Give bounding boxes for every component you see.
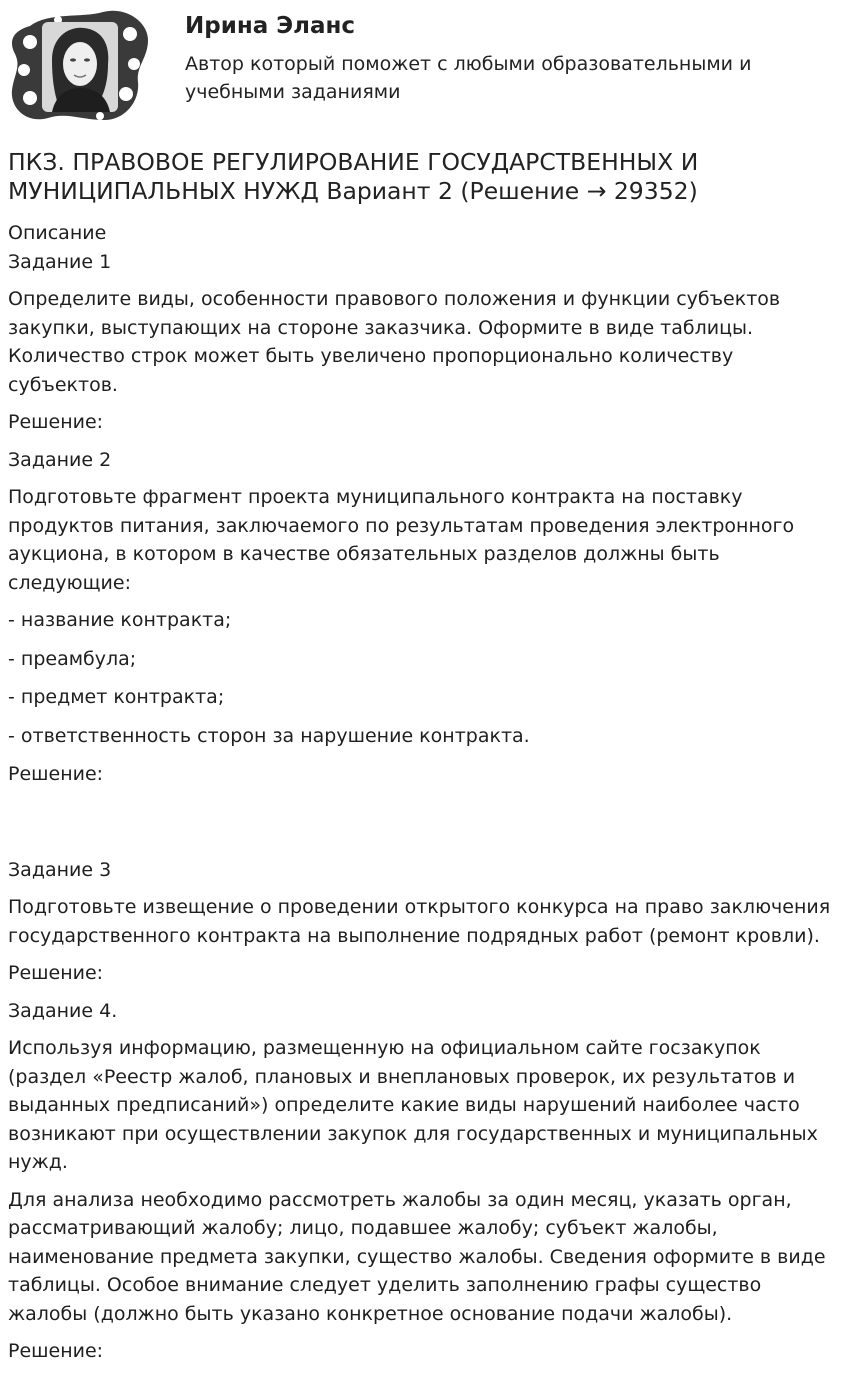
document-title: ПКЗ. ПРАВОВОЕ РЕГУЛИРОВАНИЕ ГОСУДАРСТВЕННЫХ И МУНИЦИПАЛЬНЫХ НУЖД Вариант 2 (Решение → 29352) xyxy=(8,148,699,205)
task-2-item: - ответственность сторон за нарушение контракта. xyxy=(8,724,530,747)
task-4-text-2: Для анализа необходимо рассмотреть жалобы за один месяц, указать орган, рассматривающий жалобу; лицо, подавшее жалобу; субъект жалобы, наименование предмета закупки, существо жалобы. Сведения оформите в виде таблицы. Особое внимание следует уделить заполнению графы существо жалобы (должно быть указано конкретное основание подачи жалобы). xyxy=(8,1188,826,1325)
task-2-solution: Решение: xyxy=(8,763,104,785)
task-1-solution: Решение: xyxy=(8,411,104,433)
task-1-label: Задание 1 xyxy=(8,250,112,273)
task-2-label: Задание 2 xyxy=(8,448,112,471)
description-label: Описание xyxy=(8,222,107,244)
task-4-solution: Решение: xyxy=(8,1340,104,1362)
author-description: Автор который поможет с любыми образовательными и учебными заданиями xyxy=(185,53,752,103)
task-2-item: - предмет контракта; xyxy=(8,686,225,708)
author-name: Ирина Эланс xyxy=(185,13,356,39)
task-3-text: Подготовьте извещение о проведении открытого конкурса на право заключения государственного контракта на выполнение подрядных работ (ремонт кровли). xyxy=(8,896,831,947)
document-content xyxy=(8,148,840,1375)
author-avatar-photo xyxy=(8,8,150,126)
task-1-text: Определите виды, особенности правового положения и функции субъектов закупки, выступающих на стороне заказчика. Оформите в виде таблицы. Количество строк может быть увеличено пропорционально количеству субъектов. xyxy=(8,288,781,396)
task-2-text: Подготовьте фрагмент проекта муниципального контракта на поставку продуктов питания, заключаемого по результатам проведения электронного аукциона, в котором в качестве обязательных разделов должны быть следующие: xyxy=(8,486,795,594)
task-4-text: Используя информацию, размещенную на официальном сайте госзакупок (раздел «Реестр жалоб, плановых и внеплановых проверок, их результатов и выданных предписаний») определите какие виды нарушений наиболее часто возникают при осуществлении закупок для государственных и муниципальных нужд. xyxy=(8,1037,818,1173)
task-2-item: - преамбула; xyxy=(8,647,137,670)
task-2-item: - название контракта; xyxy=(8,609,232,631)
task-3-solution: Решение: xyxy=(8,962,104,984)
author-card xyxy=(8,8,839,128)
task-3-label: Задание 3 xyxy=(8,858,112,881)
task-4-label: Задание 4. xyxy=(8,999,118,1022)
